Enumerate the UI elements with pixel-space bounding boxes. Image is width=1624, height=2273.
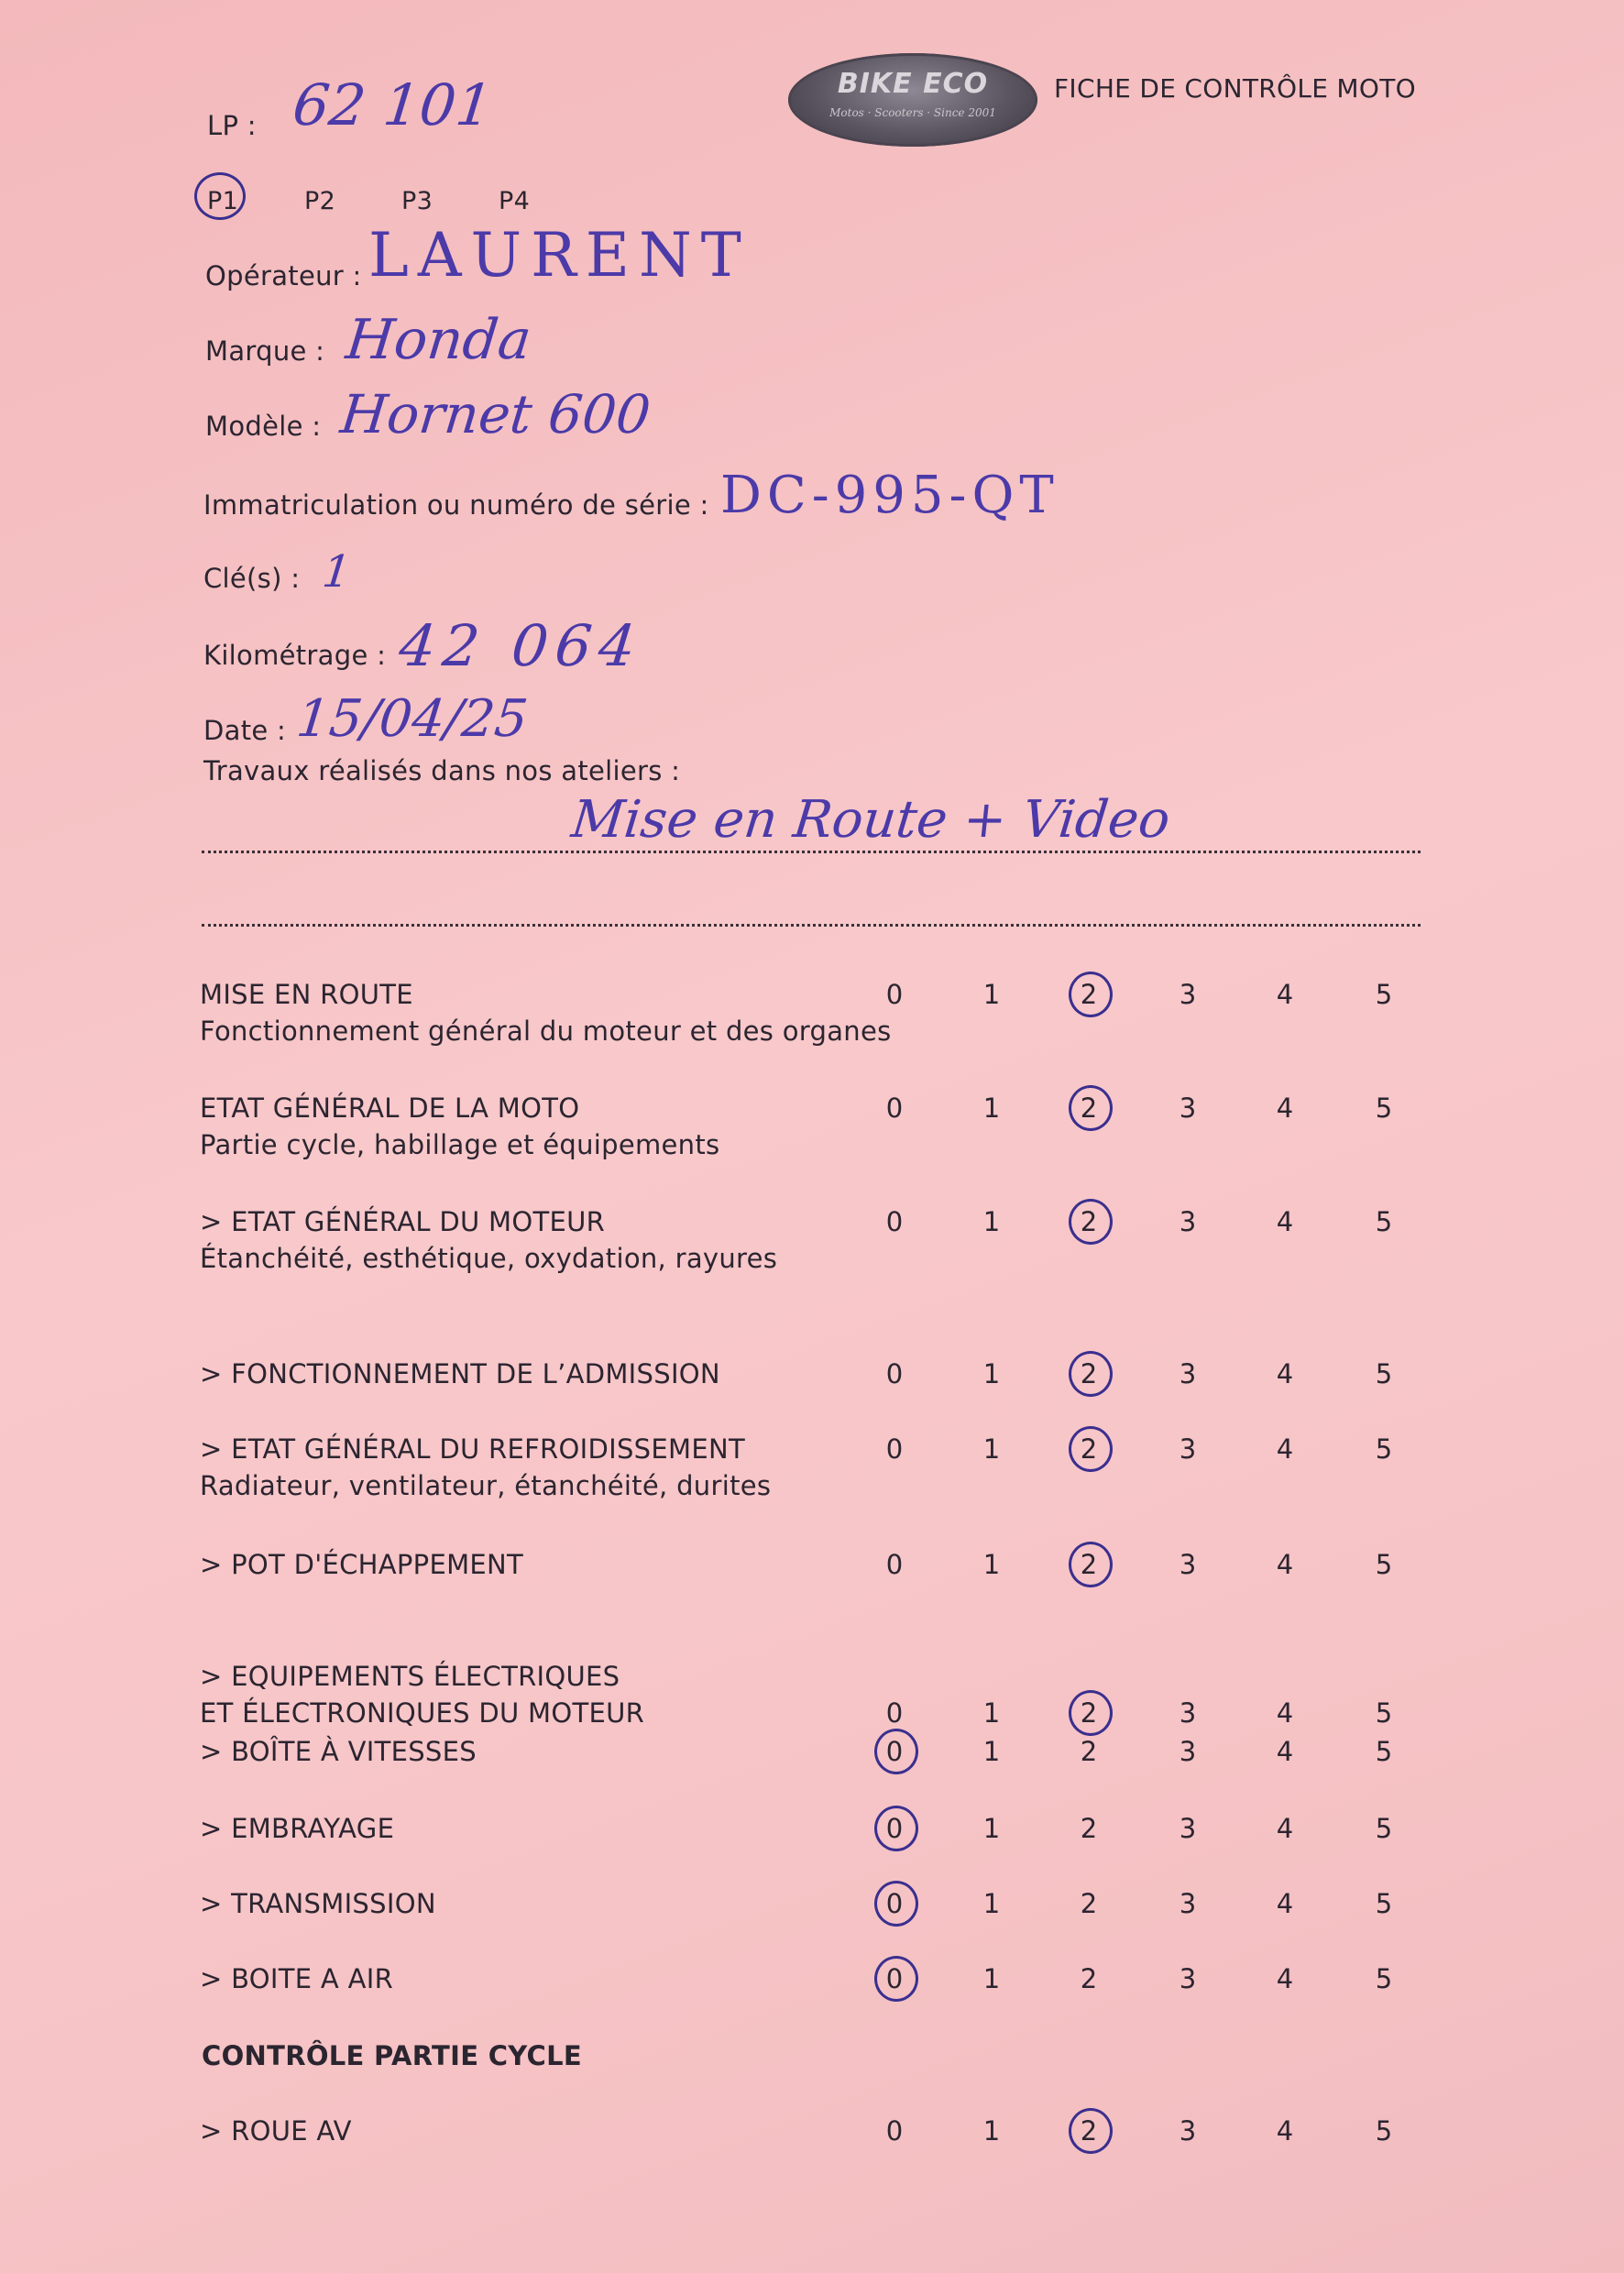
score-option-5[interactable]: 5 (1375, 1736, 1393, 1767)
selected-score-circle (1069, 972, 1113, 1017)
score-option-1[interactable]: 1 (982, 1963, 1001, 1994)
score-option-3[interactable]: 3 (1179, 1697, 1197, 1729)
selected-score-circle (874, 1806, 918, 1851)
score-option-3[interactable]: 3 (1179, 1093, 1197, 1124)
score-option-4[interactable]: 4 (1276, 1888, 1294, 1919)
selected-score-circle (1069, 1351, 1113, 1397)
score-option-4[interactable]: 4 (1276, 1697, 1294, 1729)
score-option-4[interactable]: 4 (1276, 1093, 1294, 1124)
score-option-5[interactable]: 5 (1375, 1549, 1393, 1580)
score-option-1[interactable]: 1 (982, 1888, 1001, 1919)
score-option-5[interactable]: 5 (1375, 2115, 1393, 2147)
score-option-0[interactable]: 0 (885, 1736, 904, 1767)
check-title: ETAT GÉNÉRAL DE LA MOTO (200, 1093, 580, 1124)
score-option-3[interactable]: 3 (1179, 1206, 1197, 1237)
score-option-2[interactable]: 2 (1080, 1888, 1098, 1919)
score-option-5[interactable]: 5 (1375, 1813, 1393, 1844)
priority-p2[interactable]: P2 (304, 187, 336, 215)
check-subtitle: Radiateur, ventilateur, étanchéité, durites (200, 1470, 772, 1501)
score-option-3[interactable]: 3 (1179, 1963, 1197, 1994)
selected-score-circle (1069, 1199, 1113, 1245)
check-title: > ROUE AV (200, 2115, 352, 2147)
score-option-4[interactable]: 4 (1276, 1433, 1294, 1465)
selected-score-circle (1069, 1085, 1113, 1131)
registration-value[interactable]: DC-995-QT (720, 466, 1059, 525)
brand-label: Marque : (205, 335, 325, 367)
check-title: > BOITE A AIR (200, 1963, 394, 1994)
score-option-3[interactable]: 3 (1179, 1433, 1197, 1465)
score-option-5[interactable]: 5 (1375, 979, 1393, 1010)
check-subtitle: Fonctionnement général du moteur et des organes (200, 1016, 892, 1047)
check-title: > ETAT GÉNÉRAL DU MOTEUR (200, 1206, 606, 1237)
score-option-5[interactable]: 5 (1375, 1888, 1393, 1919)
brand-value[interactable]: Honda (343, 308, 534, 372)
check-title: > FONCTIONNEMENT DE L’ADMISSION (200, 1358, 720, 1389)
score-option-2[interactable]: 2 (1080, 979, 1098, 1010)
score-option-4[interactable]: 4 (1276, 1963, 1294, 1994)
score-option-0[interactable]: 0 (885, 1888, 904, 1919)
logo-subtext: Motos · Scooters · Since 2001 (829, 106, 996, 119)
keys-value[interactable]: 1 (320, 546, 354, 598)
cycle-section-title: CONTRÔLE PARTIE CYCLE (202, 2040, 583, 2071)
lp-value[interactable]: 62 101 (290, 71, 496, 138)
score-option-3[interactable]: 3 (1179, 1888, 1197, 1919)
model-label: Modèle : (205, 411, 322, 442)
score-option-0[interactable]: 0 (885, 1206, 904, 1237)
score-option-2[interactable]: 2 (1080, 1963, 1098, 1994)
score-option-1[interactable]: 1 (982, 979, 1001, 1010)
operator-label: Opérateur : (205, 260, 362, 291)
score-option-3[interactable]: 3 (1179, 979, 1197, 1010)
score-option-2[interactable]: 2 (1080, 1206, 1098, 1237)
score-option-3[interactable]: 3 (1179, 1358, 1197, 1389)
works-label: Travaux réalisés dans nos ateliers : (203, 755, 681, 786)
score-option-1[interactable]: 1 (982, 1358, 1001, 1389)
keys-label: Clé(s) : (203, 563, 301, 594)
score-option-2[interactable]: 2 (1080, 1358, 1098, 1389)
score-option-2[interactable]: 2 (1080, 1697, 1098, 1729)
selected-score-circle (1069, 1426, 1113, 1472)
mileage-label: Kilométrage : (203, 640, 387, 671)
score-option-1[interactable]: 1 (982, 2115, 1001, 2147)
score-option-1[interactable]: 1 (982, 1549, 1001, 1580)
selected-score-circle (874, 1729, 918, 1774)
date-label: Date : (203, 715, 287, 746)
score-option-5[interactable]: 5 (1375, 1433, 1393, 1465)
score-option-1[interactable]: 1 (982, 1093, 1001, 1124)
check-title: > EMBRAYAGE (200, 1813, 395, 1844)
score-option-3[interactable]: 3 (1179, 1549, 1197, 1580)
score-option-2[interactable]: 2 (1080, 2115, 1098, 2147)
score-option-0[interactable]: 0 (885, 1093, 904, 1124)
priority-p4[interactable]: P4 (499, 187, 531, 215)
score-option-0[interactable]: 0 (885, 979, 904, 1010)
date-value[interactable]: 15/04/25 (293, 689, 531, 749)
check-title: > ETAT GÉNÉRAL DU REFROIDISSEMENT (200, 1433, 745, 1465)
score-option-3[interactable]: 3 (1179, 1813, 1197, 1844)
check-subtitle: Étanchéité, esthétique, oxydation, rayures (200, 1243, 778, 1274)
score-option-5[interactable]: 5 (1375, 1093, 1393, 1124)
score-option-1[interactable]: 1 (982, 1206, 1001, 1237)
score-option-4[interactable]: 4 (1276, 1736, 1294, 1767)
score-option-0[interactable]: 0 (885, 1813, 904, 1844)
selected-score-circle (874, 1956, 918, 2002)
score-option-4[interactable]: 4 (1276, 1206, 1294, 1237)
bike-eco-logo (788, 53, 1037, 147)
score-option-0[interactable]: 0 (885, 1549, 904, 1580)
check-subtitle: ET ÉLECTRONIQUES DU MOTEUR (200, 1697, 645, 1729)
form-title: FICHE DE CONTRÔLE MOTO (1054, 73, 1416, 104)
score-option-2[interactable]: 2 (1080, 1736, 1098, 1767)
score-option-5[interactable]: 5 (1375, 1963, 1393, 1994)
selected-score-circle (1069, 1690, 1113, 1736)
score-option-5[interactable]: 5 (1375, 1358, 1393, 1389)
score-option-3[interactable]: 3 (1179, 2115, 1197, 2147)
check-subtitle: Partie cycle, habillage et équipements (200, 1129, 720, 1160)
score-option-5[interactable]: 5 (1375, 1697, 1393, 1729)
model-value[interactable]: Hornet 600 (337, 383, 653, 445)
check-title: > BOÎTE À VITESSES (200, 1736, 477, 1767)
registration-label: Immatriculation ou numéro de série : (203, 489, 709, 521)
score-option-2[interactable]: 2 (1080, 1549, 1098, 1580)
score-option-2[interactable]: 2 (1080, 1813, 1098, 1844)
check-title: > POT D'ÉCHAPPEMENT (200, 1549, 524, 1580)
score-option-1[interactable]: 1 (982, 1736, 1001, 1767)
priority-p3[interactable]: P3 (401, 187, 433, 215)
selected-score-circle (1069, 2108, 1113, 2154)
lp-label: LP : (207, 110, 257, 141)
score-option-3[interactable]: 3 (1179, 1736, 1197, 1767)
logo-text: BIKE ECO (837, 68, 989, 100)
score-option-4[interactable]: 4 (1276, 979, 1294, 1010)
score-option-2[interactable]: 2 (1080, 1433, 1098, 1465)
score-option-0[interactable]: 0 (885, 1963, 904, 1994)
score-option-0[interactable]: 0 (885, 1697, 904, 1729)
score-option-0[interactable]: 0 (885, 1433, 904, 1465)
mileage-value[interactable]: 42 064 (396, 612, 646, 679)
score-option-4[interactable]: 4 (1276, 1813, 1294, 1844)
check-title: > TRANSMISSION (200, 1888, 436, 1919)
check-title: MISE EN ROUTE (200, 979, 413, 1010)
works-line-1 (202, 851, 1421, 853)
score-option-1[interactable]: 1 (982, 1697, 1001, 1729)
score-option-4[interactable]: 4 (1276, 1549, 1294, 1580)
works-value[interactable]: Mise en Route + Video (568, 790, 1173, 850)
score-option-1[interactable]: 1 (982, 1813, 1001, 1844)
score-option-0[interactable]: 0 (885, 2115, 904, 2147)
score-option-4[interactable]: 4 (1276, 1358, 1294, 1389)
score-option-2[interactable]: 2 (1080, 1093, 1098, 1124)
selected-score-circle (1069, 1542, 1113, 1587)
operator-value[interactable]: LAURENT (368, 220, 751, 291)
score-option-0[interactable]: 0 (885, 1358, 904, 1389)
score-option-5[interactable]: 5 (1375, 1206, 1393, 1237)
selected-score-circle (874, 1881, 918, 1927)
score-option-1[interactable]: 1 (982, 1433, 1001, 1465)
score-option-4[interactable]: 4 (1276, 2115, 1294, 2147)
works-line-2 (202, 924, 1421, 927)
priority-p1[interactable]: P1 (207, 187, 239, 215)
check-title: > EQUIPEMENTS ÉLECTRIQUES (200, 1661, 620, 1692)
